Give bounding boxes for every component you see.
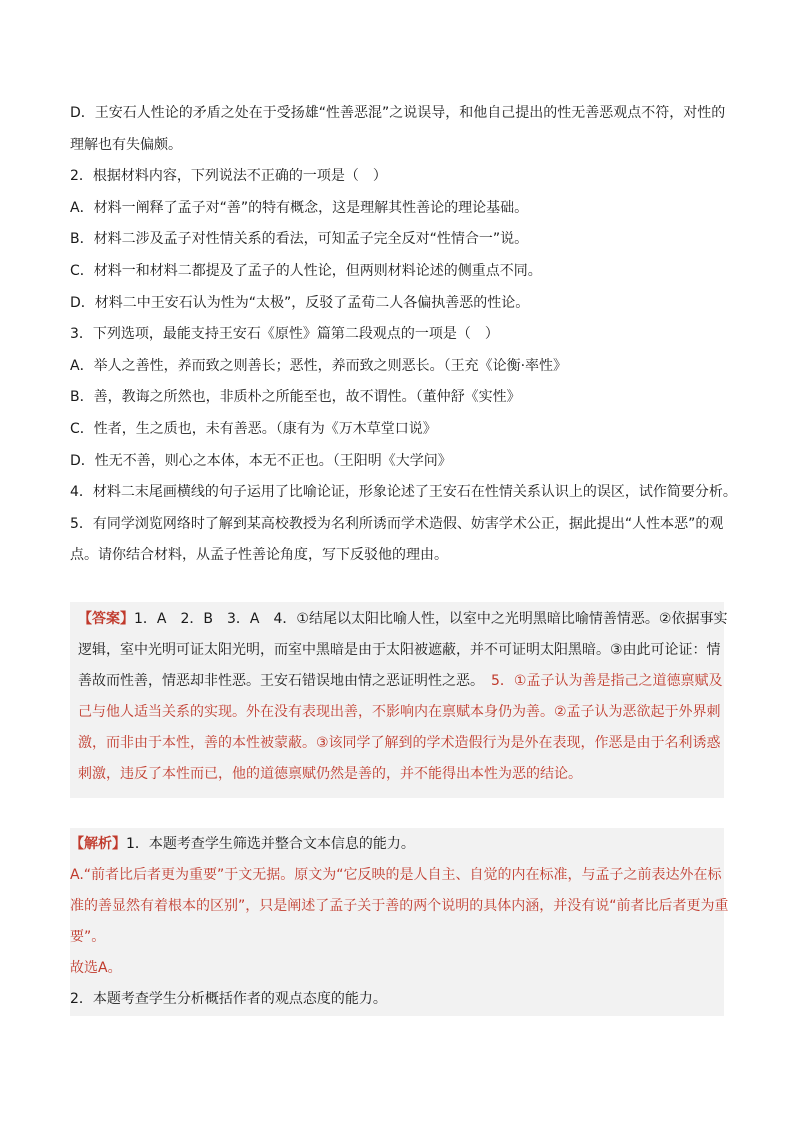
question-text-line: D．王安石人性论的矛盾之处在于受扬雄“性善恶混”之说误导，和他自己提出的性无善恶观点不符，对性的	[70, 105, 726, 121]
analysis-line: 2．本题考查学生分析概括作者的观点态度的能力。	[70, 991, 387, 1007]
question-text-line: 点。请你结合材料，从孟子性善论角度，写下反驳他的理由。	[70, 547, 448, 564]
question-text-line: 4．材料二末尾画横线的句子运用了比喻论证，形象论述了王安石在性情关系认识上的误区，试作简要分析。	[70, 484, 737, 501]
question-section	[70, 98, 737, 572]
question-text-line: C．材料一和材料二都提及了孟子的人性论，但两则材料论述的侧重点不同。	[70, 262, 542, 279]
answer-text: 1．A 2．B 3．A 4．①结尾以太阳比喻人性，以室中之光明黑暗比喻情善情恶。②依据事实	[134, 611, 728, 627]
question-text-line: 3．下列选项，最能支持王安石《原性》篇第二段观点的一项是（ ）	[70, 326, 499, 343]
answer-text: 善故而性善，情恶却非性恶。王安石错误地由情之恶证明性之恶。	[78, 673, 491, 689]
analysis-tag: 【解析】	[70, 836, 126, 852]
question-text-line: 理解也有失偏颇。	[70, 136, 182, 153]
analysis-line: 故选A。	[70, 960, 122, 976]
question-text-line: B．善，教诲之所然也，非质朴之所能至也，故不谓性。（董仲舒《实性》	[70, 389, 521, 406]
question-text-line: B．材料二涉及孟子对性情关系的看法，可知孟子完全反对“性情合一”说。	[70, 231, 529, 248]
analysis-line: 准的善显然有着根本的区别”，只是阐述了孟子关于善的两个说明的具体内涵，并没有说“前者比后者更为重	[70, 898, 729, 914]
question-text-line: D．材料二中王安石认为性为“太极”，反驳了孟荀二人各偏执善恶的性论。	[70, 294, 530, 311]
question-text-line: 5．有同学浏览网络时了解到某高校教授为名利所诱而学术造假、妨害学术公正，据此提出“人性本恶”的观	[70, 515, 724, 532]
answer-tag: 【答案】	[78, 611, 134, 627]
question-text-line: A．举人之善性，养而致之则善长；恶性，养而致之则恶长。（王充《论衡·率性》	[70, 357, 568, 374]
analysis-line	[70, 829, 724, 860]
answer-line	[78, 604, 728, 635]
answer-line: 己与他人适当关系的实现。外在没有表现出善，不影响内在禀赋本身仍为善。②孟子认为恶欲起于外界刺	[78, 704, 721, 720]
answer-box	[70, 602, 728, 798]
answer-text-highlight: 5．①孟子认为善是指己之道德禀赋及	[491, 673, 723, 689]
answer-line: 逻辑，室中光明可证太阳光明，而室中黑暗是由于太阳被遮蔽，并不可证明太阳黑暗。③由此可论证：情	[78, 642, 721, 658]
question-text-line: A．材料一阐释了孟子对“善”的特有概念，这是理解其性善论的理论基础。	[70, 199, 529, 216]
question-text-line: D．性无不善，则心之本体，本无不正也。（王阳明《大学问》	[70, 452, 452, 469]
analysis-line: 要”。	[70, 929, 106, 945]
answer-line: 激，而非由于本性，善的本性被蒙蔽。③该同学了解到的学术造假行为是外在表现，作恶是由于名利诱惑	[78, 735, 721, 751]
analysis-line: A.“前者比后者更为重要”于文无据。原文为“它反映的是人自主、自觉的内在标准，与孟子之前表达外在标	[70, 867, 722, 883]
analysis-box	[70, 828, 729, 1016]
question-text-line: 2．根据材料内容，下列说法不正确的一项是（ ）	[70, 168, 387, 185]
analysis-text: 1．本题考查学生筛选并整合文本信息的能力。	[126, 836, 415, 852]
question-text-line: C．性者，生之质也，未有善恶。（康有为《万木草堂口说》	[70, 420, 437, 437]
answer-line: 刺激，违反了本性而已，他的道德禀赋仍然是善的，并不能得出本性为恶的结论。	[78, 766, 582, 782]
answer-line	[78, 666, 724, 697]
